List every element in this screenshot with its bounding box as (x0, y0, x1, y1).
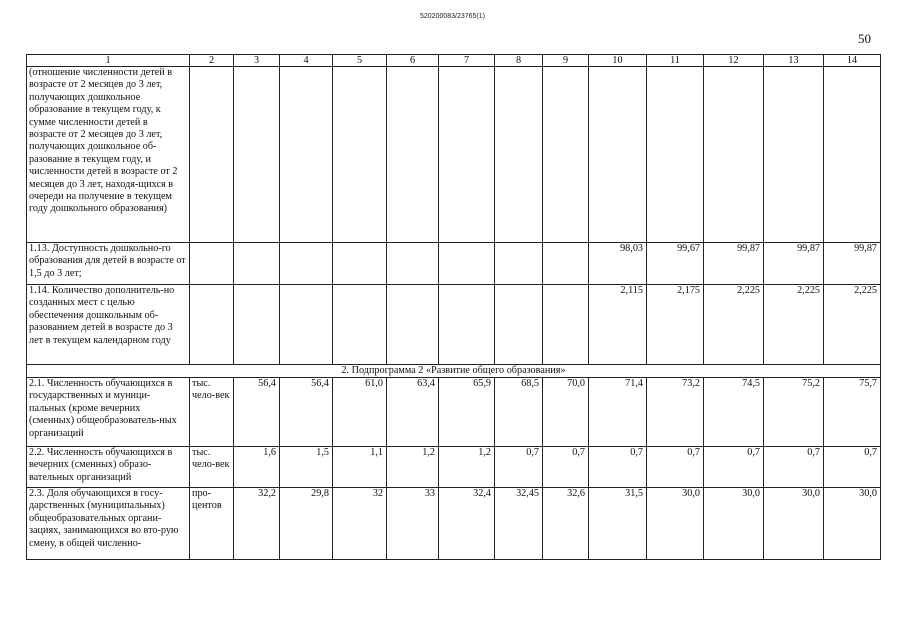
value-cell: 0,7 (764, 447, 824, 488)
value-cell (439, 67, 495, 243)
table-row (27, 243, 881, 285)
value-cell (333, 243, 387, 285)
value-cell (824, 67, 881, 243)
table-row (27, 67, 881, 243)
indicator-label: 2.3. Доля обучающихся в госу-дарственных (муниципальных) общеобразовательных органи-зациях, занимающихся во вто-рую смену, в общей численно- (27, 488, 190, 560)
table-row (27, 488, 881, 560)
column-number: 5 (333, 55, 387, 67)
value-cell (280, 285, 333, 365)
value-cell (589, 67, 647, 243)
value-cell: 1,2 (387, 447, 439, 488)
value-cell: 75,2 (764, 378, 824, 447)
value-cell: 32,4 (439, 488, 495, 560)
value-cell: 30,0 (647, 488, 704, 560)
value-cell (280, 243, 333, 285)
value-cell: 30,0 (764, 488, 824, 560)
section-row (27, 365, 881, 378)
column-number: 2 (190, 55, 234, 67)
value-cell: 0,7 (543, 447, 589, 488)
value-cell: 0,7 (495, 447, 543, 488)
value-cell: 1,6 (234, 447, 280, 488)
unit-cell: про-центов (190, 488, 234, 560)
unit-cell: тыс. чело-век (190, 378, 234, 447)
value-cell (543, 243, 589, 285)
value-cell: 75,7 (824, 378, 881, 447)
value-cell: 68,5 (495, 378, 543, 447)
value-cell (439, 285, 495, 365)
value-cell (495, 67, 543, 243)
unit-cell (190, 67, 234, 243)
value-cell: 2,225 (824, 285, 881, 365)
value-cell: 29,8 (280, 488, 333, 560)
value-cell: 73,2 (647, 378, 704, 447)
value-cell (647, 67, 704, 243)
column-number: 11 (647, 55, 704, 67)
value-cell: 32,45 (495, 488, 543, 560)
value-cell: 70,0 (543, 378, 589, 447)
value-cell: 98,03 (589, 243, 647, 285)
value-cell: 63,4 (387, 378, 439, 447)
table-row (27, 447, 881, 488)
indicator-label: 1.13. Доступность дошкольно-го образования для детей в возрасте от 1,5 до 3 лет; (27, 243, 190, 285)
column-number-row (27, 55, 881, 67)
value-cell (495, 285, 543, 365)
value-cell: 99,67 (647, 243, 704, 285)
column-number: 8 (495, 55, 543, 67)
value-cell: 31,5 (589, 488, 647, 560)
value-cell (387, 67, 439, 243)
table-row (27, 285, 881, 365)
value-cell: 74,5 (704, 378, 764, 447)
table-row (27, 378, 881, 447)
value-cell: 2,225 (704, 285, 764, 365)
indicator-label: (отношение численности детей в возрасте от 2 месяцев до 3 лет, получающих дошкольное образование в текущем году, к сумме численности детей в возрасте от 2 месяцев до 3 лет, получающих дошкольное об-разование в текущем году, и численности детей в возрасте от 2 месяцев до 3 лет, находя-щихся в очереди на получение в текущем году дошкольного образования) (27, 67, 190, 243)
column-number: 4 (280, 55, 333, 67)
value-cell: 2,225 (764, 285, 824, 365)
value-cell: 2,115 (589, 285, 647, 365)
value-cell: 32,2 (234, 488, 280, 560)
value-cell (234, 243, 280, 285)
value-cell (704, 67, 764, 243)
section-title: 2. Подпрограмма 2 «Развитие общего образования» (27, 365, 881, 378)
page-number: 50 (858, 31, 871, 46)
value-cell (387, 243, 439, 285)
unit-cell: тыс. чело-век (190, 447, 234, 488)
value-cell: 32,6 (543, 488, 589, 560)
value-cell (439, 243, 495, 285)
value-cell (333, 67, 387, 243)
indicator-label: 1.14. Количество дополнитель-но созданных мест с целью обеспечения дошкольным об-разованием детей в возрасте до 3 лет в текущем календарном году (27, 285, 190, 365)
value-cell: 0,7 (589, 447, 647, 488)
column-number: 10 (589, 55, 647, 67)
unit-cell (190, 285, 234, 365)
value-cell (333, 285, 387, 365)
indicator-label: 2.2. Численность обучающихся в вечерних (сменных) образо-вательных организаций (27, 447, 190, 488)
value-cell: 33 (387, 488, 439, 560)
value-cell: 1,5 (280, 447, 333, 488)
indicator-label: 2.1. Численность обучающихся в государственных и муници-пальных (кроме вечерних (сменных) общеобразователь-ных организаций (27, 378, 190, 447)
column-number: 12 (704, 55, 764, 67)
value-cell: 99,87 (824, 243, 881, 285)
value-cell: 0,7 (824, 447, 881, 488)
value-cell: 30,0 (824, 488, 881, 560)
value-cell (543, 67, 589, 243)
value-cell (234, 67, 280, 243)
value-cell (764, 67, 824, 243)
column-number: 13 (764, 55, 824, 67)
value-cell: 0,7 (704, 447, 764, 488)
value-cell: 2,175 (647, 285, 704, 365)
column-number: 7 (439, 55, 495, 67)
value-cell: 61,0 (333, 378, 387, 447)
value-cell: 56,4 (234, 378, 280, 447)
value-cell (234, 285, 280, 365)
value-cell: 99,87 (704, 243, 764, 285)
value-cell: 32 (333, 488, 387, 560)
unit-cell (190, 243, 234, 285)
value-cell: 1,1 (333, 447, 387, 488)
value-cell (280, 67, 333, 243)
value-cell: 56,4 (280, 378, 333, 447)
document-code: 520200083/23765(1) (419, 13, 485, 20)
column-number: 3 (234, 55, 280, 67)
column-number: 14 (824, 55, 881, 67)
value-cell: 99,87 (764, 243, 824, 285)
value-cell (543, 285, 589, 365)
value-cell: 0,7 (647, 447, 704, 488)
value-cell (387, 285, 439, 365)
column-number: 6 (387, 55, 439, 67)
value-cell: 30,0 (704, 488, 764, 560)
value-cell: 1,2 (439, 447, 495, 488)
column-number: 1 (27, 55, 190, 67)
column-number: 9 (543, 55, 589, 67)
value-cell (495, 243, 543, 285)
value-cell: 71,4 (589, 378, 647, 447)
indicator-table (26, 54, 881, 560)
value-cell: 65,9 (439, 378, 495, 447)
